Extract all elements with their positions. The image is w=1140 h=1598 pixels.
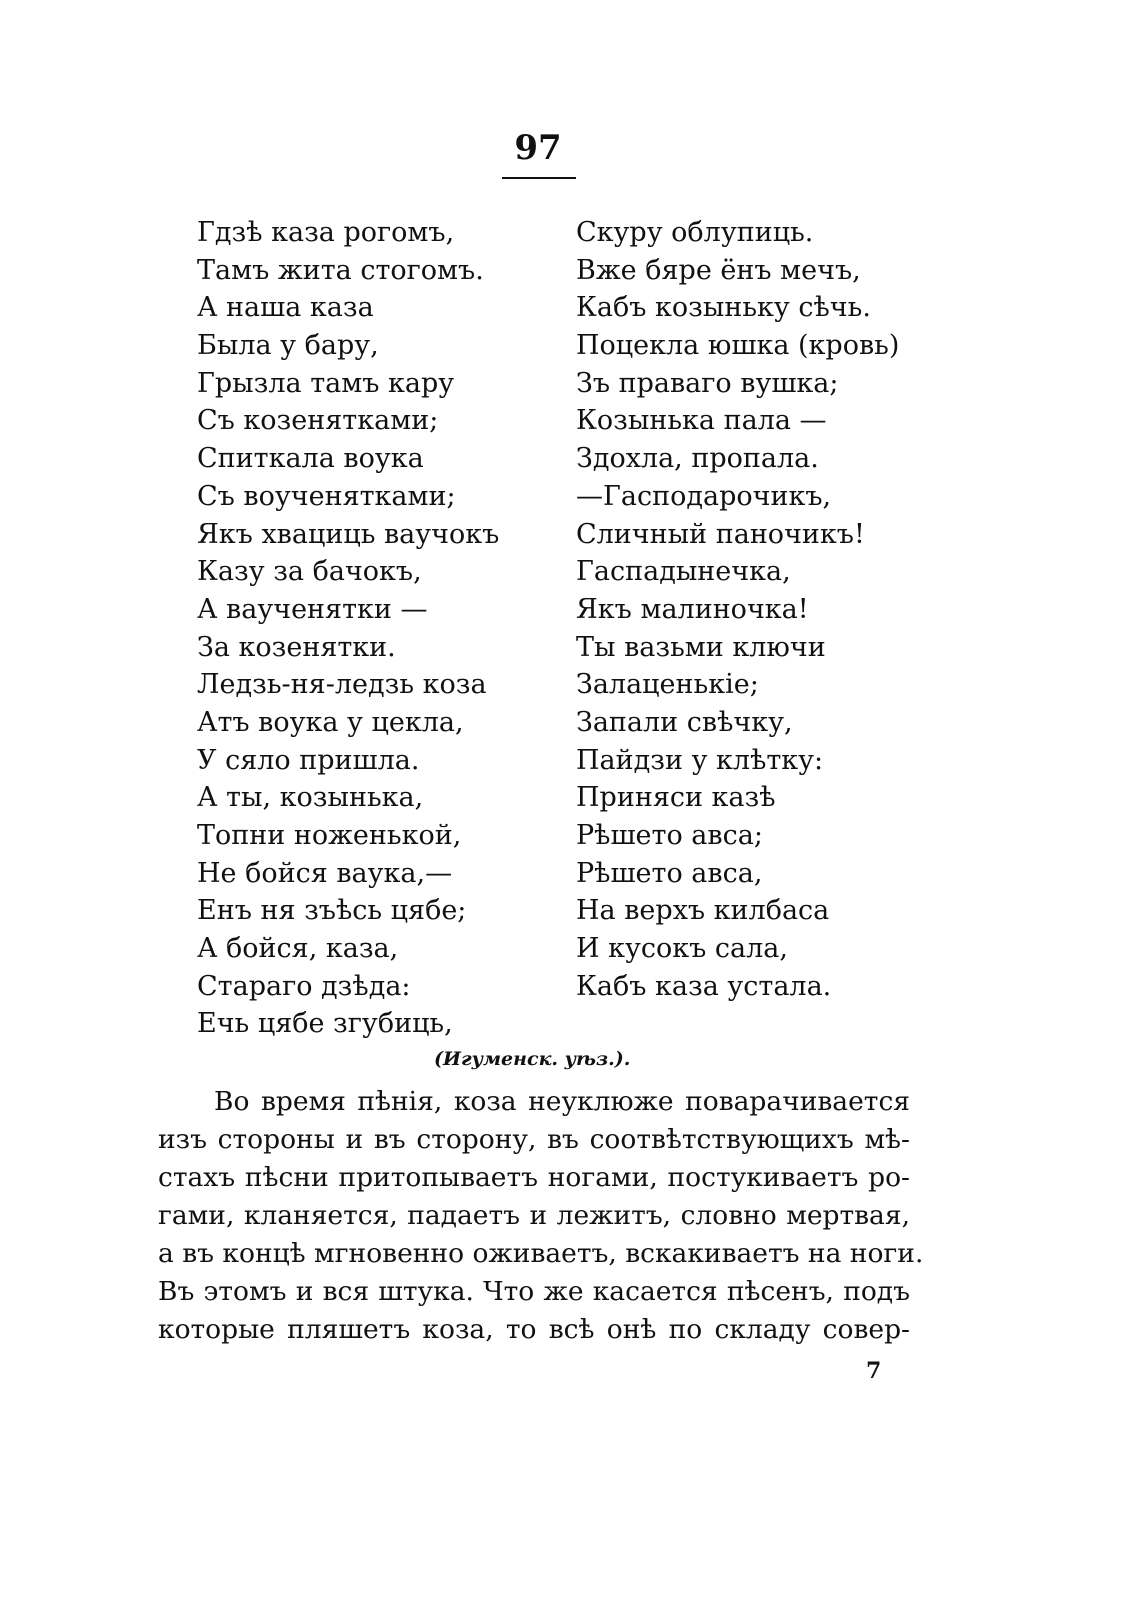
verse-line: У сяло пришла. xyxy=(197,744,420,776)
page-number: 97 xyxy=(514,128,562,168)
header-rule xyxy=(502,177,576,179)
verse-line: Якъ хвациць ваучокъ xyxy=(197,518,500,550)
verse-line: Вже бяре ёнъ мечъ, xyxy=(576,254,861,286)
verse-line: Запали свѣчку, xyxy=(576,706,793,738)
verse-line: —Гасподарочикъ, xyxy=(576,480,832,512)
verse-line: Гаспадынечка, xyxy=(576,556,791,588)
verse-line: Зъ праваго вушка; xyxy=(576,367,839,399)
verse-line: Стараго дзѣда: xyxy=(197,970,411,1002)
signature-mark: 7 xyxy=(866,1358,882,1384)
verse-line: А наша каза xyxy=(197,292,374,324)
verse-line: Енъ ня зъѣсь цябе; xyxy=(197,895,467,927)
verse-line: Спиткала воука xyxy=(197,443,424,475)
verse-line: Была у бару, xyxy=(197,330,379,362)
verse-line: Залаценькіе; xyxy=(576,669,759,701)
verse-line: Ты вазьми ключи xyxy=(576,631,826,663)
verse-attribution: (Игуменск. уѣз.). xyxy=(434,1048,631,1070)
verse-line: Ечь цябе згубиць, xyxy=(197,1008,453,1040)
prose-line: Во время пѣнія, коза неуклюже поварачивается xyxy=(214,1086,910,1117)
verse-line: Рѣшето авса, xyxy=(576,857,763,889)
verse-line: Ледзь-ня-ледзь коза xyxy=(197,669,487,701)
prose-line: гами, кланяется, падаетъ и лежитъ, словно мертвая, xyxy=(158,1200,910,1231)
verse-line: За козенятки. xyxy=(197,631,396,663)
verse-line: Топни ноженькой, xyxy=(197,820,462,851)
verse-column-right xyxy=(576,214,899,1005)
verse-line: Сличный паночикъ! xyxy=(576,518,865,550)
verse-line: Съ воученятками; xyxy=(197,480,456,512)
verse-line: Грызла тамъ кару xyxy=(197,367,455,399)
verse-column-left xyxy=(197,214,499,1043)
verse-line: Козынька пала — xyxy=(576,405,827,437)
verse-line: Поцекла юшка (кровь) xyxy=(576,330,900,362)
verse-line: Атъ воука у цекла, xyxy=(197,706,464,738)
prose-line: изъ стороны и въ сторону, въ соотвѣтствующихъ мѣ- xyxy=(158,1124,910,1155)
verse-line: Кабъ козыньку сѣчь. xyxy=(576,292,871,324)
verse-line: Якъ малиночка! xyxy=(576,593,809,625)
prose-line: стахъ пѣсни притопываетъ ногами, постукиваетъ ро- xyxy=(158,1162,910,1193)
verse-line: Съ козенятками; xyxy=(197,405,439,437)
verse-line: Тамъ жита стогомъ. xyxy=(197,254,484,286)
prose-line: Въ этомъ и вся штука. Что же касается пѣсенъ, подъ xyxy=(158,1276,910,1307)
prose-line: а въ концѣ мгновенно оживаетъ, вскакиваетъ на ноги. xyxy=(158,1238,924,1269)
verse-line: Здохла, пропала. xyxy=(576,443,819,475)
verse-line: Рѣшето авса; xyxy=(576,820,763,851)
prose-paragraph xyxy=(158,1083,924,1349)
prose-line: которые пляшетъ коза, то всѣ онѣ по складу совер- xyxy=(158,1314,910,1345)
verse-line: И кусокъ сала, xyxy=(576,933,788,965)
verse-line: А ваученятки — xyxy=(197,593,428,625)
verse-line: Приняси казѣ xyxy=(576,782,776,814)
verse-line: Пайдзи у клѣтку: xyxy=(576,744,824,776)
verse-line: Кабъ каза устала. xyxy=(576,970,832,1002)
verse-line: Скуру облупиць. xyxy=(576,217,814,248)
verse-line: Гдзѣ каза рогомъ, xyxy=(197,217,455,248)
verse-line: Казу за бачокъ, xyxy=(197,556,422,588)
verse-line: А ты, козынька, xyxy=(197,782,424,814)
verse-line: А бойся, каза, xyxy=(197,933,399,965)
verse-line: На верхъ килбаса xyxy=(576,895,830,927)
verse-line: Не бойся ваука,— xyxy=(197,857,453,889)
